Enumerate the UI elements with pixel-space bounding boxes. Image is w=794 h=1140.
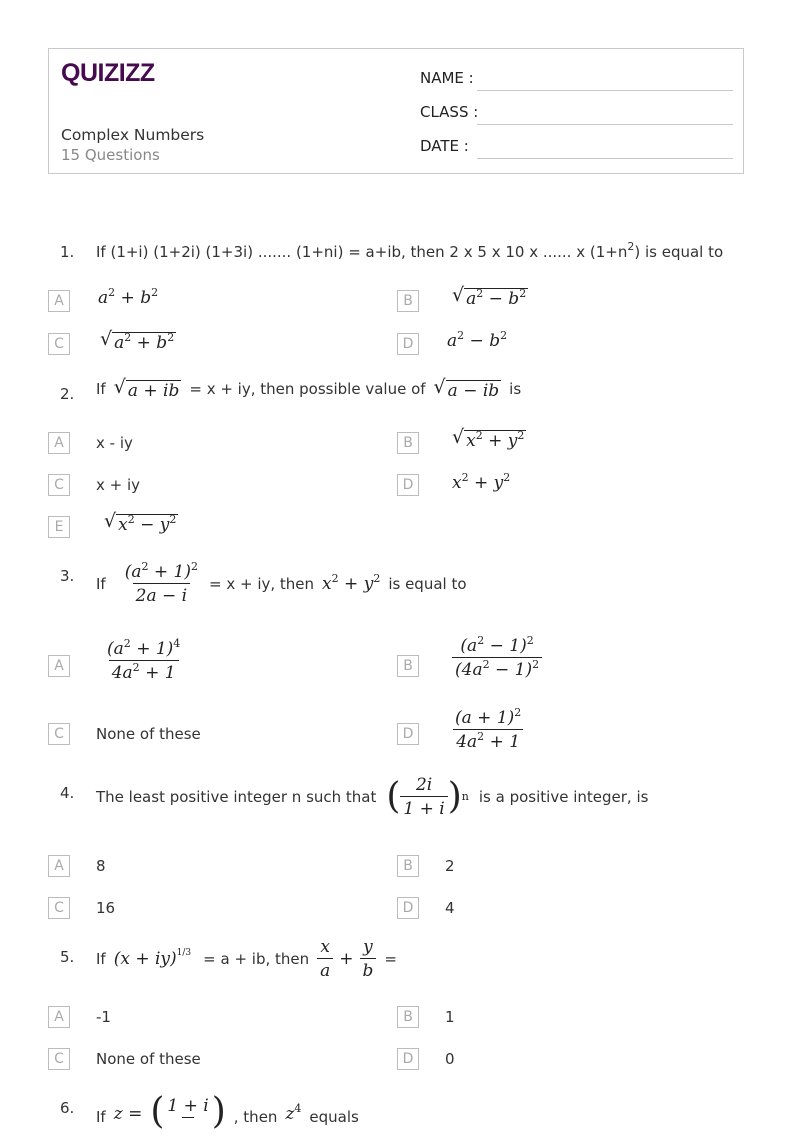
option-e-math: √ $x^2 - y^2$ <box>104 510 177 535</box>
option-c-box[interactable]: C <box>48 897 70 919</box>
option-d-box[interactable]: D <box>397 897 419 919</box>
option-c-text: None of these <box>96 725 201 743</box>
question-text: If (x + iy)$^{1/3}$ = a + ib, then $\frac{x}{a}$ + $\frac{y}{b}$ = <box>96 937 397 981</box>
option-b-text: 1 <box>445 1008 455 1026</box>
option-b-math: √ $a^2 - b^2$ <box>452 284 527 309</box>
option-a-text: 8 <box>96 857 106 875</box>
question-number: 2. <box>60 385 75 403</box>
option-b-box[interactable]: B <box>397 655 419 677</box>
option-d-text: 4 <box>445 899 455 917</box>
date-label: DATE : <box>420 137 469 155</box>
option-b-box[interactable]: B <box>397 1006 419 1028</box>
option-b-math: √ $x^2 + y^2$ <box>452 426 525 451</box>
option-b-text: 2 <box>445 857 455 875</box>
option-a-math: $\frac{(a^2 + 1)^4}{4a^2 + 1}$ <box>107 637 181 683</box>
option-c-box[interactable]: C <box>48 474 70 496</box>
option-a-text: -1 <box>96 1008 111 1026</box>
option-c-box[interactable]: C <box>48 333 70 355</box>
class-label: CLASS : <box>420 103 479 121</box>
option-d-math: $\frac{(a + 1)^2}{4a^2 + 1}$ <box>455 706 522 752</box>
name-label: NAME : <box>420 69 474 87</box>
question-number: 4. <box>60 784 75 802</box>
class-field[interactable] <box>420 99 733 125</box>
option-b-box[interactable]: B <box>397 290 419 312</box>
question-number: 3. <box>60 567 75 585</box>
option-a-box[interactable]: A <box>48 432 70 454</box>
option-b-box[interactable]: B <box>397 432 419 454</box>
worksheet-header <box>48 48 744 174</box>
question-number: 5. <box>60 948 75 966</box>
question-text: If $\frac{(a^2 + 1)^2}{2a - i}$ = x + iy, then $x^2 + y^2$ is equal to <box>96 560 467 606</box>
name-field[interactable] <box>420 65 733 91</box>
question-text: If z = ( 1 + i ) , then $z^4$ equals <box>96 1094 359 1140</box>
question-text: If √ a + ib = x + iy, then possible value of √ a − ib is <box>96 376 522 401</box>
quizizz-logo: QUIZIZZ <box>61 59 155 87</box>
question-number: 6. <box>60 1099 75 1117</box>
option-a-box[interactable]: A <box>48 855 70 877</box>
option-d-text: 0 <box>445 1050 455 1068</box>
option-e-box[interactable]: E <box>48 516 70 538</box>
option-d-box[interactable]: D <box>397 723 419 745</box>
question-text: If (1+i) (1+2i) (1+3i) ....... (1+ni) = a+ib, then 2 x 5 x 10 x ...... x $(1+n^2)$ is equal to <box>96 240 724 261</box>
option-d-math: $x^2 + y^2$ <box>452 471 511 493</box>
option-c-text: 16 <box>96 899 116 917</box>
option-b-math: $\frac{(a^2 - 1)^2}{(4a^2 - 1)^2}$ <box>452 636 542 680</box>
option-d-box[interactable]: D <box>397 333 419 355</box>
question-number: 1. <box>60 243 75 261</box>
option-a-box[interactable]: A <box>48 655 70 677</box>
option-c-box[interactable]: C <box>48 1048 70 1070</box>
date-field[interactable] <box>420 133 733 159</box>
option-a-math: $a^2 + b^2$ <box>98 286 159 308</box>
option-a-text: x - iy <box>96 434 133 452</box>
option-a-box[interactable]: A <box>48 290 70 312</box>
option-d-box[interactable]: D <box>397 474 419 496</box>
option-b-box[interactable]: B <box>397 855 419 877</box>
question-text: The least positive integer n such that ( $\frac{2i}{1 + i}$ ) n is a positive integer, is <box>96 775 649 819</box>
worksheet-title: Complex Numbers <box>61 126 205 144</box>
option-d-math: $a^2 - b^2$ <box>447 329 508 351</box>
option-c-math: √ $a^2 + b^2$ <box>100 328 175 353</box>
option-a-box[interactable]: A <box>48 1006 70 1028</box>
option-c-text: x + iy <box>96 476 141 494</box>
option-d-box[interactable]: D <box>397 1048 419 1070</box>
option-c-box[interactable]: C <box>48 723 70 745</box>
question-count: 15 Questions <box>61 146 160 164</box>
option-c-text: None of these <box>96 1050 201 1068</box>
